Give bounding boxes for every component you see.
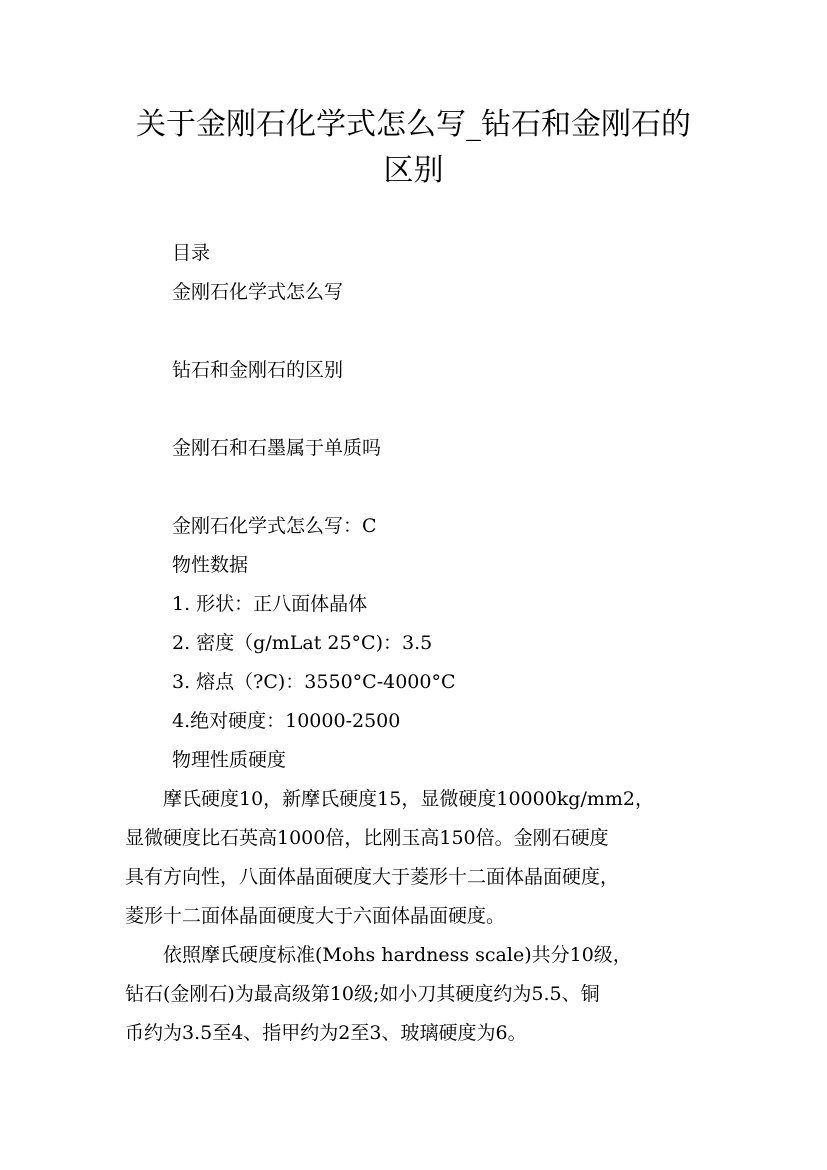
- paragraph-line: 菱形十二面体晶面硬度大于六面体晶面硬度。: [125, 905, 506, 927]
- toc-item: 金刚石和石墨属于单质吗: [172, 437, 382, 459]
- paragraph-line: 币约为3.5至4、指甲约为2至3、玻璃硬度为6。: [125, 1022, 527, 1044]
- prop-item: 1. 形状：正八面体晶体: [172, 593, 368, 615]
- toc-heading: 目录: [172, 242, 211, 264]
- prop-item: 3. 熔点（?C)：3550°C-4000°C: [172, 671, 456, 693]
- toc-item: 金刚石化学式怎么写: [172, 281, 344, 303]
- title-line-1: 关于金刚石化学式怎么写_钻石和金刚石的: [136, 107, 691, 142]
- paragraph-line: 摩氏硬度10，新摩氏硬度15，显微硬度10000kg/mm2，: [125, 788, 654, 810]
- prop-item: 4.绝对硬度：10000-2500: [172, 710, 401, 732]
- paragraph-line: 依照摩氏硬度标准(Mohs hardness scale)共分10级，: [125, 944, 632, 966]
- paragraph-line: 钻石(金刚石)为最高级第10级;如小刀其硬度约为5.5、铜: [125, 983, 600, 1005]
- document-title: [110, 102, 717, 194]
- title-line-2: 区别: [383, 153, 444, 188]
- formula-line: 金刚石化学式怎么写：C: [172, 515, 377, 537]
- paragraph-line: 显微硬度比石英高1000倍，比刚玉高150倍。金刚石硬度: [125, 827, 609, 849]
- props-heading: 物性数据: [172, 554, 249, 576]
- prop-item: 2. 密度（g/mLat 25°C)：3.5: [172, 632, 433, 654]
- toc-item: 钻石和金刚石的区别: [172, 359, 344, 381]
- paragraph-line: 具有方向性，八面体晶面硬度大于菱形十二面体晶面硬度，: [125, 866, 620, 888]
- hardness-heading: 物理性质硬度: [172, 749, 287, 771]
